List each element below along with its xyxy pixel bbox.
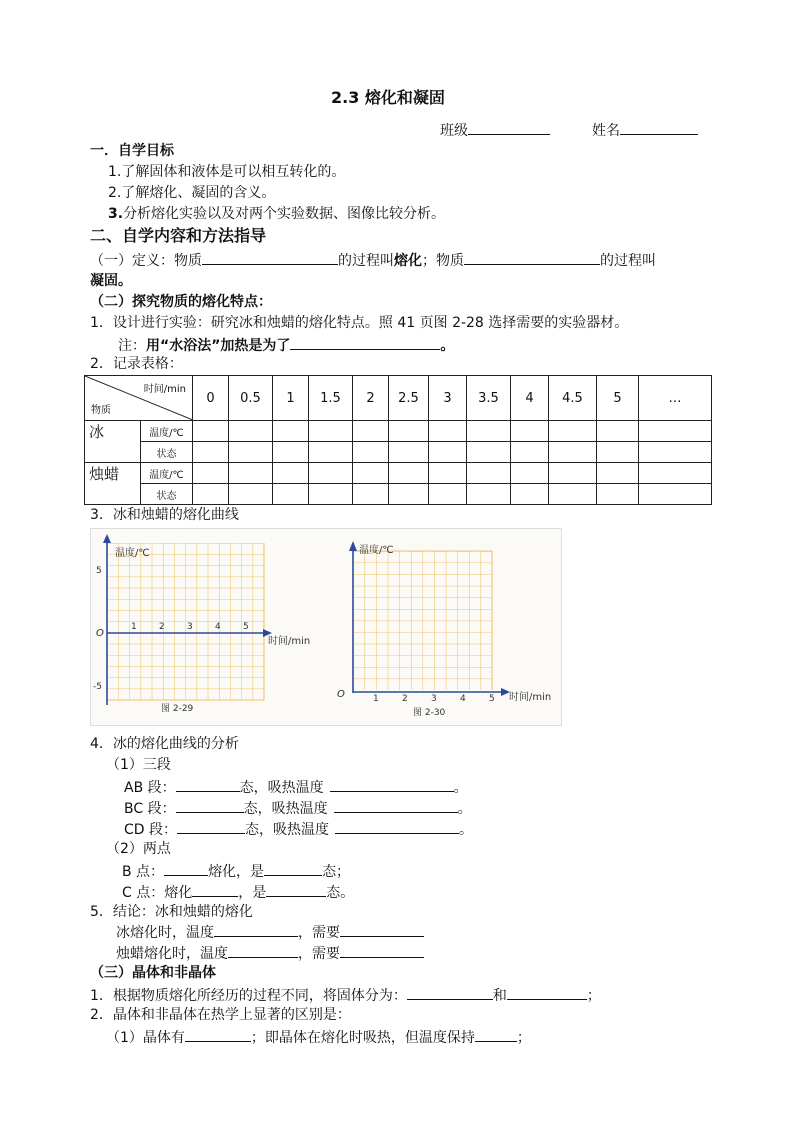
blank[interactable] bbox=[202, 249, 338, 265]
data-cell[interactable] bbox=[467, 463, 511, 484]
ytick-neg5: -5 bbox=[93, 682, 102, 692]
data-cell[interactable] bbox=[229, 463, 273, 484]
data-cell[interactable] bbox=[353, 484, 389, 505]
crystal-line-3: （1）晶体有 ；即晶体在熔化时吸热，但温度保持 ； bbox=[106, 1026, 531, 1048]
goal-3: 3.分析熔化实验以及对两个实验数据、图像比较分析。 bbox=[108, 206, 446, 222]
caption-1: 图 2-29 bbox=[161, 704, 194, 714]
data-cell[interactable] bbox=[229, 421, 273, 442]
data-cell[interactable] bbox=[309, 484, 353, 505]
state-label: 状态 bbox=[141, 484, 193, 505]
data-cell[interactable] bbox=[229, 442, 273, 463]
blank[interactable] bbox=[334, 797, 458, 813]
blank[interactable] bbox=[176, 797, 244, 813]
data-cell[interactable] bbox=[429, 463, 467, 484]
time-cell: 0 bbox=[193, 376, 229, 421]
blank[interactable] bbox=[214, 921, 298, 937]
temp-label: 温度/℃ bbox=[141, 421, 193, 442]
data-cell[interactable] bbox=[389, 421, 429, 442]
xtick-3: 3 bbox=[431, 694, 437, 704]
time-cell: 1 bbox=[273, 376, 309, 421]
data-cell[interactable] bbox=[597, 442, 639, 463]
blank[interactable] bbox=[185, 1026, 251, 1042]
blank[interactable] bbox=[176, 776, 240, 792]
blank[interactable] bbox=[464, 249, 600, 265]
blank[interactable] bbox=[264, 860, 322, 876]
data-cell[interactable] bbox=[389, 442, 429, 463]
blank[interactable] bbox=[192, 881, 238, 897]
data-cell[interactable] bbox=[597, 463, 639, 484]
data-cell[interactable] bbox=[549, 484, 597, 505]
data-cell[interactable] bbox=[353, 442, 389, 463]
data-cell[interactable] bbox=[229, 484, 273, 505]
data-cell[interactable] bbox=[273, 463, 309, 484]
segment-bc: BC 段： 态，吸热温度 。 bbox=[124, 797, 472, 819]
three-segments: （1）三段 bbox=[106, 757, 171, 773]
crystal-line-1: 1．根据物质熔化所经历的过程不同，将固体分为： 和 ； bbox=[90, 984, 601, 1006]
data-cell[interactable] bbox=[309, 421, 353, 442]
experiment-line: 1．设计进行实验：研究冰和烛蜡的熔化特点。照 41 页图 2-28 选择需要的实验器材。 bbox=[90, 315, 629, 331]
time-cell: 1.5 bbox=[309, 376, 353, 421]
data-cell[interactable] bbox=[429, 442, 467, 463]
analysis-heading: 4．冰的熔化曲线的分析 bbox=[90, 736, 239, 752]
blank[interactable] bbox=[340, 942, 424, 958]
data-cell[interactable] bbox=[511, 442, 549, 463]
data-cell[interactable] bbox=[511, 421, 549, 442]
blank[interactable] bbox=[335, 818, 459, 834]
blank[interactable] bbox=[330, 776, 454, 792]
data-cell[interactable] bbox=[309, 463, 353, 484]
time-cell: 5 bbox=[597, 376, 639, 421]
blank[interactable] bbox=[228, 942, 298, 958]
data-cell[interactable] bbox=[511, 463, 549, 484]
goal-1: 1.了解固体和液体是可以相互转化的。 bbox=[108, 164, 346, 180]
graphs-svg bbox=[91, 529, 561, 725]
blank[interactable] bbox=[290, 334, 440, 350]
blank[interactable] bbox=[340, 921, 424, 937]
data-cell[interactable] bbox=[639, 484, 712, 505]
segment-ab: AB 段： 态，吸热温度 。 bbox=[124, 776, 468, 798]
curves-heading: 3．冰和烛蜡的熔化曲线 bbox=[90, 507, 239, 523]
xtick-4: 4 bbox=[215, 622, 221, 632]
data-cell[interactable] bbox=[273, 484, 309, 505]
data-cell[interactable] bbox=[273, 442, 309, 463]
blank[interactable] bbox=[407, 984, 493, 1000]
xtick-2: 2 bbox=[402, 694, 408, 704]
two-points: （2）两点 bbox=[106, 841, 171, 857]
xtick-2: 2 bbox=[159, 622, 165, 632]
ylabel-1: 温度/℃ bbox=[115, 548, 150, 559]
data-cell[interactable] bbox=[389, 484, 429, 505]
definition-line: （一）定义：物质 的过程叫熔化；物质 的过程叫 bbox=[90, 249, 656, 271]
time-cell: 0.5 bbox=[229, 376, 273, 421]
time-cell: 4 bbox=[511, 376, 549, 421]
point-b: B 点： 熔化，是 态； bbox=[122, 860, 350, 882]
class-label: 班级 bbox=[440, 123, 468, 139]
data-cell[interactable] bbox=[511, 484, 549, 505]
section-1-heading: 一．自学目标 bbox=[90, 143, 174, 159]
time-cell: 2 bbox=[353, 376, 389, 421]
data-cell[interactable] bbox=[309, 442, 353, 463]
xtick-3: 3 bbox=[187, 622, 193, 632]
data-cell[interactable] bbox=[549, 421, 597, 442]
data-cell[interactable] bbox=[549, 463, 597, 484]
material-header: 物质 bbox=[91, 405, 111, 416]
conclusion-ice: 冰熔化时，温度 ，需要 bbox=[116, 921, 424, 943]
class-field[interactable] bbox=[440, 119, 550, 141]
blank[interactable] bbox=[177, 818, 245, 834]
xtick-1: 1 bbox=[131, 622, 137, 632]
explore-heading: （二）探究物质的熔化特点： bbox=[90, 294, 272, 310]
crystal-line-2: 2．晶体和非晶体在热学上显著的区别是： bbox=[90, 1007, 351, 1023]
ytick-5: 5 bbox=[96, 566, 102, 576]
data-cell[interactable] bbox=[193, 421, 229, 442]
data-cell[interactable] bbox=[597, 484, 639, 505]
goal-2: 2.了解熔化、凝固的含义。 bbox=[108, 185, 276, 201]
data-cell[interactable] bbox=[429, 484, 467, 505]
xtick-5: 5 bbox=[243, 622, 249, 632]
data-cell[interactable] bbox=[467, 442, 511, 463]
data-cell[interactable] bbox=[193, 442, 229, 463]
record-table bbox=[84, 375, 712, 505]
data-cell[interactable] bbox=[549, 442, 597, 463]
material-wax: 烛蜡 bbox=[85, 463, 141, 505]
data-cell[interactable] bbox=[639, 463, 712, 484]
conclusion-heading: 5．结论：冰和烛蜡的熔化 bbox=[90, 904, 253, 920]
temp-label: 温度/℃ bbox=[141, 463, 193, 484]
data-cell[interactable] bbox=[429, 421, 467, 442]
xtick-5: 5 bbox=[489, 694, 495, 704]
blank[interactable] bbox=[266, 881, 326, 897]
xlabel-2: 时间/min bbox=[509, 692, 552, 703]
header-cell-diagonal bbox=[85, 376, 193, 421]
y-arrow-2 bbox=[349, 541, 357, 551]
data-cell[interactable] bbox=[639, 421, 712, 442]
time-cell: 3 bbox=[429, 376, 467, 421]
origin-2: O bbox=[337, 689, 345, 700]
data-cell[interactable] bbox=[389, 463, 429, 484]
xtick-4: 4 bbox=[460, 694, 466, 704]
time-cell: 2.5 bbox=[389, 376, 429, 421]
data-cell[interactable] bbox=[353, 463, 389, 484]
data-cell[interactable] bbox=[193, 463, 229, 484]
blank[interactable] bbox=[507, 984, 587, 1000]
section-2-heading: 二、自学内容和方法指导 bbox=[90, 226, 267, 245]
page-title: 2.3 熔化和凝固 bbox=[331, 88, 445, 107]
data-cell[interactable] bbox=[467, 421, 511, 442]
caption-2: 图 2-30 bbox=[413, 708, 446, 718]
xtick-1: 1 bbox=[373, 694, 379, 704]
crystal-heading: （三）晶体和非晶体 bbox=[90, 965, 216, 981]
origin-1: O bbox=[96, 628, 104, 639]
point-c: C 点：熔化 ，是 态。 bbox=[122, 881, 354, 903]
xlabel-1: 时间/min bbox=[268, 636, 311, 647]
grid-2 bbox=[353, 551, 492, 690]
time-cell: … bbox=[639, 376, 712, 421]
blank[interactable] bbox=[475, 1026, 517, 1042]
material-ice: 冰 bbox=[85, 421, 141, 463]
data-cell[interactable] bbox=[467, 484, 511, 505]
conclusion-wax: 烛蜡熔化时，温度 ，需要 bbox=[116, 942, 424, 964]
time-cell: 3.5 bbox=[467, 376, 511, 421]
state-label: 状态 bbox=[141, 442, 193, 463]
graph-panel bbox=[90, 528, 562, 726]
data-cell[interactable] bbox=[273, 421, 309, 442]
segment-cd: CD 段： 态，吸热温度 。 bbox=[124, 818, 473, 840]
data-cell[interactable] bbox=[597, 421, 639, 442]
data-cell[interactable] bbox=[353, 421, 389, 442]
note-line: 注：用“水浴法”加热是为了 。 bbox=[118, 334, 454, 356]
data-cell[interactable] bbox=[639, 442, 712, 463]
time-cell: 4.5 bbox=[549, 376, 597, 421]
data-cell[interactable] bbox=[193, 484, 229, 505]
y-arrow-1 bbox=[103, 534, 111, 543]
time-header: 时间/min bbox=[143, 384, 186, 395]
name-label: 姓名 bbox=[592, 123, 620, 139]
definition-line-2: 凝固。 bbox=[90, 273, 132, 289]
blank[interactable] bbox=[164, 860, 208, 876]
name-field[interactable] bbox=[592, 119, 698, 141]
ylabel-2: 温度/℃ bbox=[359, 545, 394, 556]
record-table-label: 2．记录表格： bbox=[90, 356, 183, 372]
